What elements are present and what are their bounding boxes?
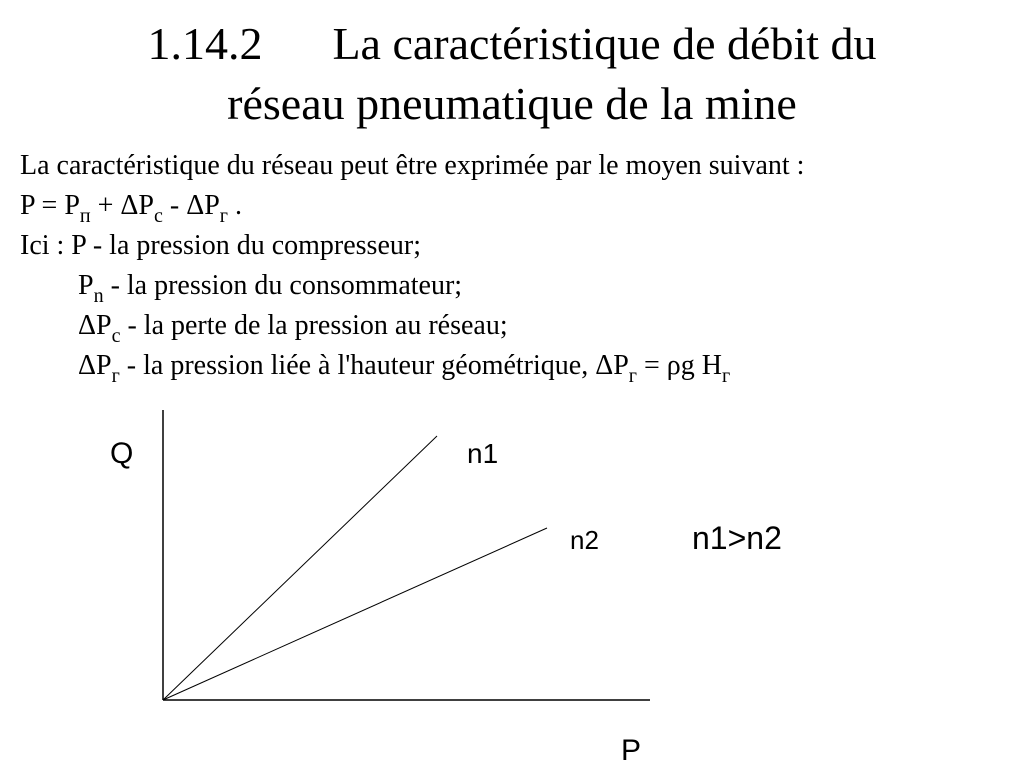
y-axis-label: Q xyxy=(110,437,134,470)
relation-label: n1>n2 xyxy=(692,520,782,556)
ici-line: Ici : P - la pression du compresseur; xyxy=(20,230,421,261)
definition-text: - la perte de la pression au réseau; xyxy=(120,310,508,341)
curve-n2-label: n2 xyxy=(570,525,599,555)
formula-part: P = P xyxy=(20,190,80,221)
formula-sub: c xyxy=(153,205,163,227)
symbol: ΔP xyxy=(78,350,112,381)
symbol-sub: c xyxy=(111,325,121,347)
definition-text: - la pression du consommateur; xyxy=(103,270,463,301)
intro-text: La caractéristique du réseau peut être exprimée par le moyen suivant : xyxy=(20,150,805,181)
symbol-sub: г xyxy=(721,365,731,387)
curve-n2 xyxy=(163,528,547,700)
curve-n1 xyxy=(163,436,437,700)
symbol-sub: г xyxy=(111,365,120,387)
section-number: 1.14.2 xyxy=(147,18,263,69)
x-axis-label: P xyxy=(621,734,642,767)
formula-part: - ΔP xyxy=(162,190,220,221)
curve-n1-label: n1 xyxy=(467,438,499,469)
formula-sub: г xyxy=(219,205,228,227)
title-line-2: réseau pneumatique de la mine xyxy=(227,78,797,129)
title-text-1: La caractéristique de débit du xyxy=(332,18,877,69)
symbol: P xyxy=(78,270,94,301)
formula-part: + ΔP xyxy=(90,190,154,221)
symbol-sub: г xyxy=(628,365,637,387)
symbol: ΔP xyxy=(78,310,112,341)
formula-sub: п xyxy=(79,205,91,227)
formula-part: . xyxy=(227,190,242,221)
definition-text: - la pression liée à l'hauteur géométrique, ΔP xyxy=(119,350,629,381)
symbol-sub: n xyxy=(93,285,104,307)
definition-text: = ρg H xyxy=(637,350,722,381)
